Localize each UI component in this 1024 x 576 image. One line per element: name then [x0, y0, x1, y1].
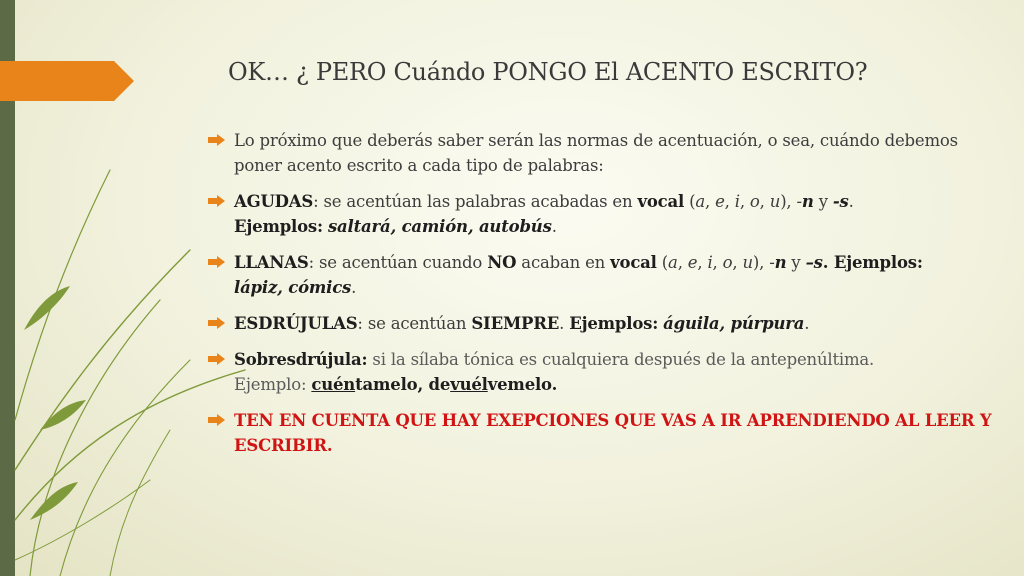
term-llanas: LLANAS: [234, 253, 309, 272]
text: si la sílaba tónica es cualquiera después de la antepenúltima.: [367, 350, 875, 369]
example-text: tamelo, de: [355, 375, 451, 394]
text: ,: [739, 192, 750, 211]
vowel: u: [742, 253, 753, 272]
text: ,: [732, 253, 743, 272]
list-item-esdrujulas: [208, 311, 998, 336]
examples-label: . Ejemplos:: [822, 253, 923, 272]
arrow-right-icon: [208, 134, 225, 146]
text: : se acentúan: [357, 314, 472, 333]
text: .: [559, 314, 570, 333]
term-sobresdrujula: Sobresdrújula:: [234, 350, 368, 369]
list-item-intro: [208, 128, 998, 178]
text: .: [804, 314, 810, 333]
text: acaban en: [516, 253, 611, 272]
arrow-right-icon: [208, 195, 225, 207]
list-item-warning: [208, 408, 998, 458]
text: y: [813, 192, 833, 211]
text: ,: [759, 192, 770, 211]
list-item-agudas: [208, 189, 998, 239]
text: ,: [724, 192, 735, 211]
text: : se acentúan cuando: [308, 253, 488, 272]
text: .: [848, 192, 854, 211]
text: .: [351, 278, 357, 297]
title-accent-tab: [0, 61, 134, 101]
examples-text: águila, púrpura: [663, 314, 805, 333]
example-text: vemelo.: [487, 375, 558, 394]
examples-label: Ejemplos:: [569, 314, 659, 333]
arrow-right-icon: [208, 317, 225, 329]
list-item-sobresdrujula: [208, 347, 998, 397]
text: (: [684, 192, 696, 211]
text: : se acentúan las palabras acabadas en: [313, 192, 638, 211]
arrow-right-icon: [208, 256, 225, 268]
keyword-s: –s: [805, 253, 823, 272]
term-esdrujulas: ESDRÚJULAS: [234, 314, 358, 333]
list-item-llanas: [208, 250, 998, 300]
keyword-vocal: vocal: [637, 192, 685, 211]
example-stressed-syllable: vuél: [450, 375, 488, 394]
examples-label: Ejemplos:: [234, 217, 323, 236]
vowel: e: [715, 192, 725, 211]
text: ,: [704, 192, 716, 211]
keyword-s: -s: [832, 192, 849, 211]
text: ), -: [780, 192, 802, 211]
keyword-siempre: SIEMPRE: [471, 314, 560, 333]
arrow-right-icon: [208, 353, 225, 365]
vowel: o: [749, 192, 760, 211]
vowel: i: [707, 253, 713, 272]
keyword-no: NO: [487, 253, 517, 272]
vowel: a: [668, 253, 678, 272]
warning-text: TEN EN CUENTA QUE HAY EXEPCIONES QUE VAS A IR APRENDIENDO AL LEER Y ESCRIBIR.: [234, 411, 992, 455]
term-agudas: AGUDAS: [234, 192, 314, 211]
examples-text: saltará, camión, autobús: [327, 217, 552, 236]
examples-label: Ejemplo:: [234, 375, 312, 394]
vowel: a: [695, 192, 705, 211]
vowel: i: [734, 192, 740, 211]
keyword-n: n: [801, 192, 814, 211]
bullet-list: [208, 128, 998, 469]
keyword-vocal: vocal: [610, 253, 657, 272]
text: ,: [677, 253, 688, 272]
text: (: [656, 253, 669, 272]
text: y: [786, 253, 806, 272]
vowel: e: [687, 253, 698, 272]
keyword-n: n: [774, 253, 787, 272]
vowel: o: [722, 253, 733, 272]
text: .: [551, 217, 557, 236]
text: ,: [712, 253, 723, 272]
examples-text: lápiz, cómics: [234, 278, 352, 297]
vowel: u: [769, 192, 781, 211]
intro-text: Lo próximo que deberás saber serán las normas de acentuación, o sea, cuándo debemos poner acento escrito a cada tipo de palabras:: [234, 131, 958, 175]
text: ,: [697, 253, 708, 272]
arrow-right-icon: [208, 414, 225, 426]
example-stressed-syllable: cuén: [311, 375, 356, 394]
text: ), -: [752, 253, 775, 272]
slide-title: OK… ¿ PERO Cuándo PONGO El ACENTO ESCRITO?: [228, 58, 868, 86]
